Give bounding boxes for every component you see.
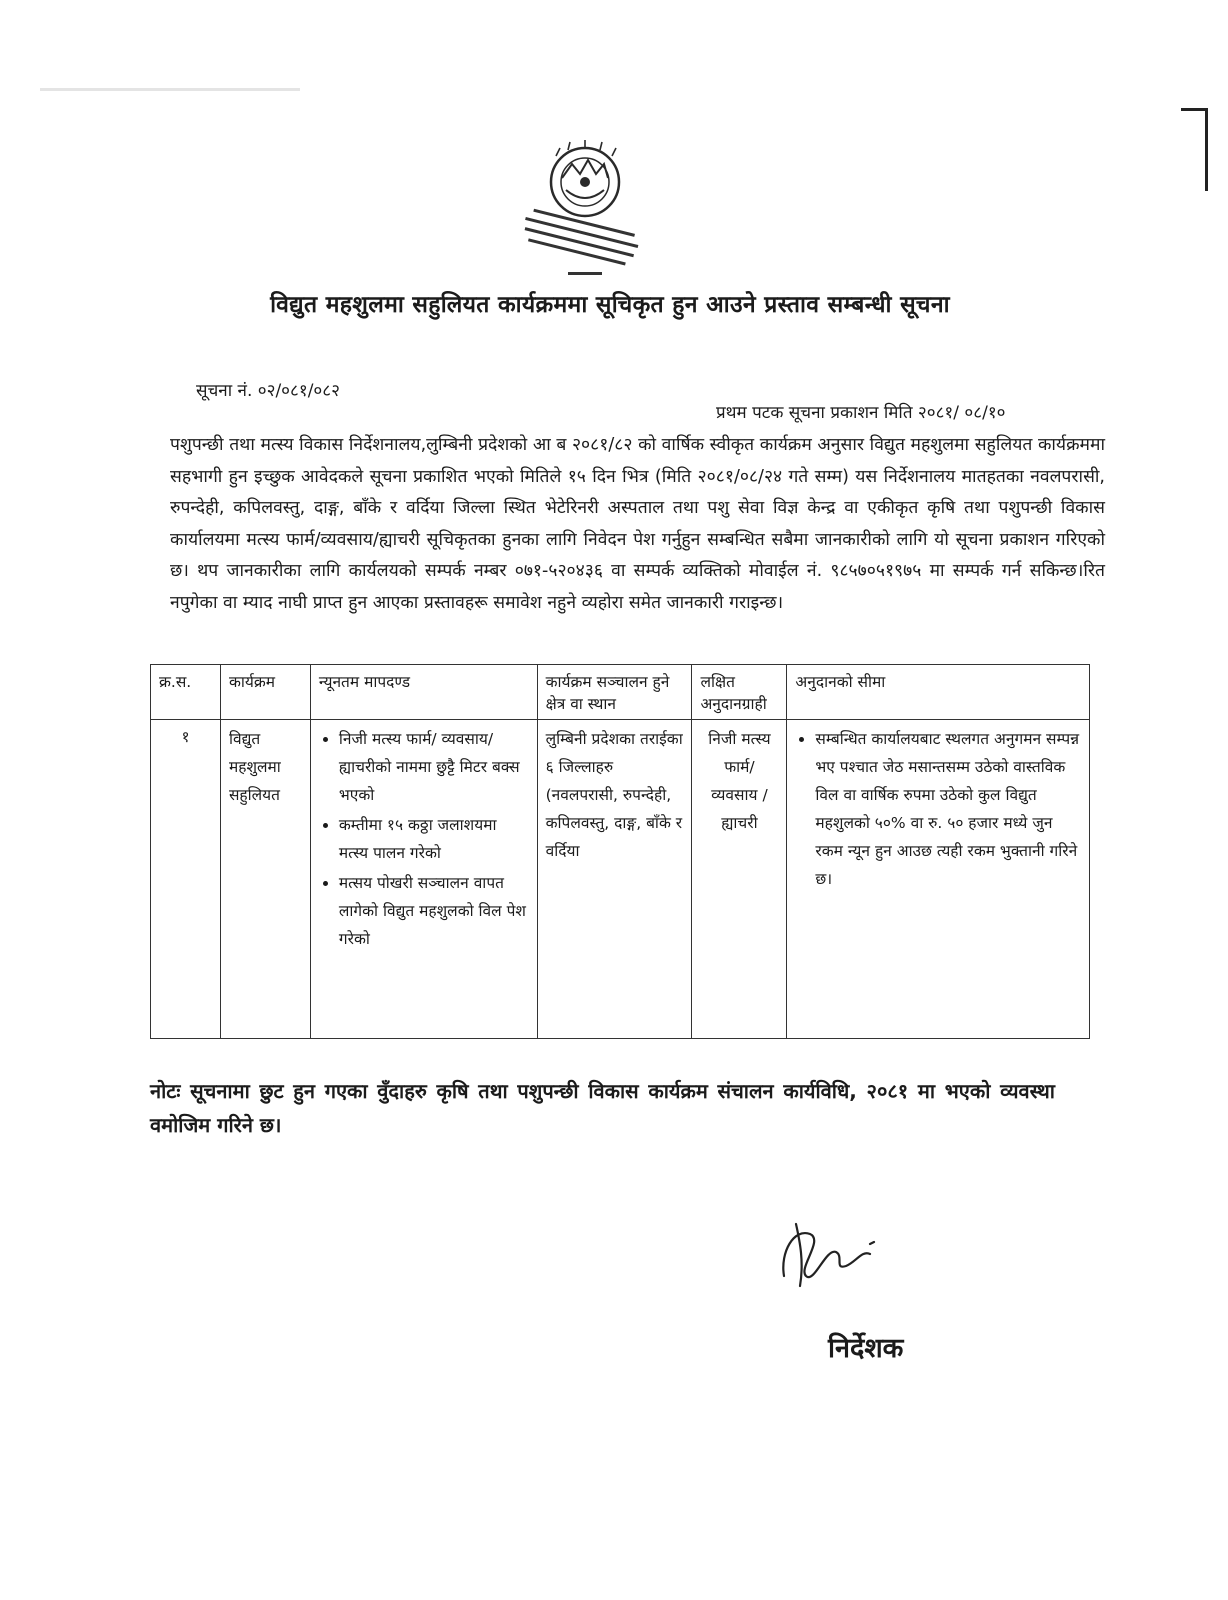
criteria-item: • कम्तीमा १५ कठ्ठा जलाशयमा मत्स्य पालन गरेको [339,811,529,867]
cell-limit [787,720,1090,1039]
cell-criteria [310,720,537,1039]
cell-beneficiary: निजी मत्स्य फार्म/ व्यवसाय /ह्याचरी [692,720,787,1039]
scan-smudge [40,88,300,91]
note-text: नोटः सूचनामा छुट हुन गएका वुँदाहरु कृषि तथा पशुपन्छी विकास कार्यक्रम संचालन कार्यविधि, २०८१ मा भएको व्यवस्था वमोजिम गरिने छ। [150,1079,1055,1137]
header-beneficiary: लक्षित अनुदानग्राही [692,665,787,720]
criteria-list [319,725,529,953]
handwritten-signature [770,1212,890,1292]
header-limit: अनुदानको सीमा [787,665,1090,720]
cell-program: विद्युत महशुलमा सहुलियत [220,720,310,1039]
table-header-row [151,665,1090,720]
signatory-title: निर्देशक [828,1333,904,1364]
publication-date: प्रथम पटक सूचना प्रकाशन मिति २०८१/ ०८/१० [716,403,1006,423]
notice-title: विद्युत महशुलमा सहुलियत कार्यक्रममा सूचिकृत हुन आउने प्रस्ताव सम्बन्धी सूचना [270,292,950,318]
notice-body: पशुपन्छी तथा मत्स्य विकास निर्देशनालय,लुम्बिनी प्रदेशको आ ब २०८१/८२ को वार्षिक स्वीकृत कार्यक्रम अनुसार विद्युत महशुलमा सहुलियत कार्यक्रममा सहभागी हुन इच्छुक आवेदकले सूचना प्रकाशित भएको मितिले १५ दिन भित्र (मिति २०८१/०८/२४ गते सम्म) यस निर्देशनालय मातहतका नवलपरासी, रुपन्देही, कपिलवस्तु, दाङ्ग, बाँके र वर्दिया जिल्ला स्थित भेटेरिनरी अस्पताल तथा पशु सेवा विज्ञ केन्द्र वा एकीकृत कृषि तथा पशुपन्छी विकास कार्यालयमा मत्स्य फार्म/व्यवसाय/ह्याचरी सूचिकृतका हुनका लागि निवेदन पेश गर्नुहुन सम्बन्धित सबैमा जानकारीको लागि यो सूचना प्रकाशन गरिएको छ। थप जानकारीका लागि कार्यलयको सम्पर्क नम्बर ०७१-५२०४३६ वा सम्पर्क व्यक्तिको मोवाईल नं. ९८५७०५१९७५ मा सम्पर्क गर्न सकिन्छ।रित नपुगेका वा म्याद नाघी प्राप्त हुन आएका प्रस्तावहरू समावेश नहुने व्यहोरा समेत जानकारी गराइन्छ। [170,435,1105,613]
criteria-item: • निजी मत्स्य फार्म/ व्यवसाय/ ह्याचरीको नाममा छुट्टै मिटर बक्स भएको [339,725,529,809]
header-sn: क्र.स. [151,665,221,720]
program-table [150,664,1090,1039]
cell-sn: १ [151,720,221,1039]
header-program: कार्यक्रम [220,665,310,720]
notice-number: सूचना नं. ०२/०८१/०८२ [196,381,340,401]
cell-area: लुम्बिनी प्रदेशका तराईका ६ जिल्लाहरु (नवलपरासी, रुपन्देही, कपिलवस्तु, दाङ्ग, बाँके र वर्दिया [537,720,692,1039]
limit-list [795,725,1081,893]
criteria-item: • मत्सय पोखरी सञ्चालन वापत लागेको विद्युत महशुलको विल पेश गरेको [339,869,529,953]
scan-corner-mark [1181,108,1208,191]
limit-item: • सम्बन्धित कार्यालयबाट स्थलगत अनुगमन सम्पन्न भए पश्चात जेठ मसान्तसम्म उठेको वास्तविक विल वा वार्षिक रुपमा उठेको कुल विद्युत महशुलको ५०% वा रु. ५० हजार मध्ये जुन रकम न्यून हुन आउछ त्यही रकम भुक्तानी गरिने छ। [815,725,1081,893]
table-row [151,720,1090,1039]
government-seal-logo [500,140,670,285]
header-area: कार्यक्रम सञ्चालन हुने क्षेत्र वा स्थान [537,665,692,720]
header-criteria: न्यूनतम मापदण्ड [310,665,537,720]
